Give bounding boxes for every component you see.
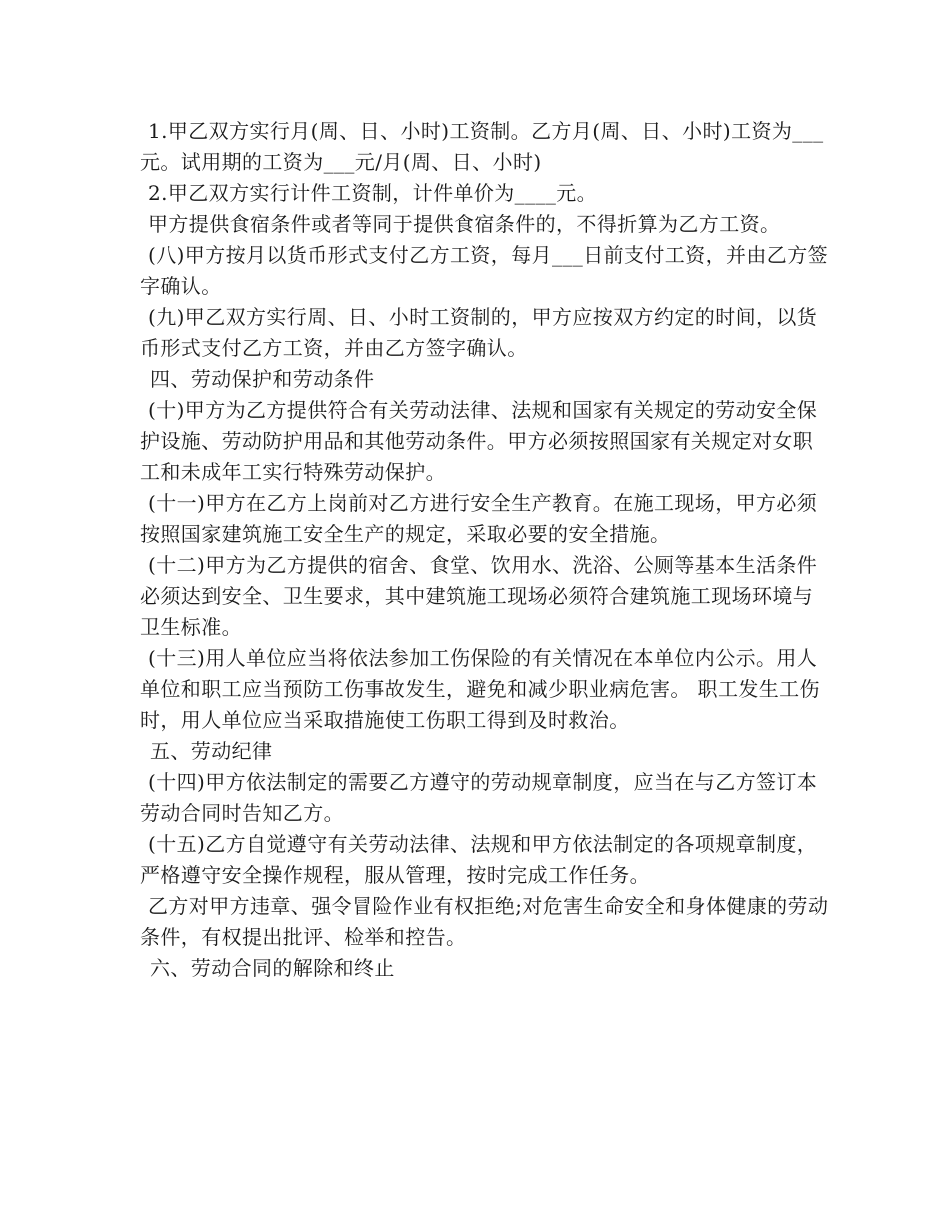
paragraph-wage-system: 1.甲乙双方实行月(周、日、小时)工资制。乙方月(周、日、小时)工资为___元。试用期的工资为___元/月(周、日、小时) xyxy=(140,119,824,174)
paragraph-clause-13: (十三)用人单位应当将依法参加工伤保险的有关情况在本单位内公示。用人单位和职工应当预防工伤事故发生，避免和减少职业病危害。 职工发生工伤时，用人单位应当采取措施使工伤职工得到及时救治。 xyxy=(140,646,820,732)
paragraph-clause-11: (十一)甲方在乙方上岗前对乙方进行安全生产教育。在施工现场，甲方必须按照国家建筑施工安全生产的规定，采取必要的安全措施。 xyxy=(140,491,818,546)
section-heading-labor-protection: 四、劳动保护和劳动条件 xyxy=(150,367,375,391)
paragraph-board-lodging: 甲方提供食宿条件或者等同于提供食宿条件的，不得折算为乙方工资。 xyxy=(148,212,781,236)
paragraph-clause-14: (十四)甲方依法制定的需要乙方遵守的劳动规章制度，应当在与乙方签订本劳动合同时告知乙方。 xyxy=(140,770,818,825)
paragraph-piece-rate: 2.甲乙双方实行计件工资制，计件单价为____元。 xyxy=(148,181,598,205)
document-body xyxy=(140,116,830,984)
paragraph-clause-8: (八)甲方按月以货币形式支付乙方工资，每月___日前支付工资，并由乙方签字确认。 xyxy=(140,243,829,298)
paragraph-right-to-refuse: 乙方对甲方违章、强令冒险作业有权拒绝;对危害生命安全和身体健康的劳动条件，有权提出批评、检举和控告。 xyxy=(140,894,829,949)
paragraph-clause-15: (十五)乙方自觉遵守有关劳动法律、法规和甲方依法制定的各项规章制度，严格遵守安全操作规程，服从管理，按时完成工作任务。 xyxy=(140,832,818,887)
section-heading-labor-discipline: 五、劳动纪律 xyxy=(150,739,273,763)
section-heading-termination: 六、劳动合同的解除和终止 xyxy=(150,956,395,980)
paragraph-clause-12: (十二)甲方为乙方提供的宿舍、食堂、饮用水、洗浴、公厕等基本生活条件必须达到安全、卫生要求，其中建筑施工现场必须符合建筑施工现场环境与卫生标准。 xyxy=(140,553,818,639)
paragraph-clause-9: (九)甲乙双方实行周、日、小时工资制的，甲方应按双方约定的时间，以货币形式支付乙方工资，并由乙方签字确认。 xyxy=(140,305,818,360)
paragraph-clause-10: (十)甲方为乙方提供符合有关劳动法律、法规和国家有关规定的劳动安全保护设施、劳动防护用品和其他劳动条件。甲方必须按照国家有关规定对女职工和未成年工实行特殊劳动保护。 xyxy=(140,398,818,484)
